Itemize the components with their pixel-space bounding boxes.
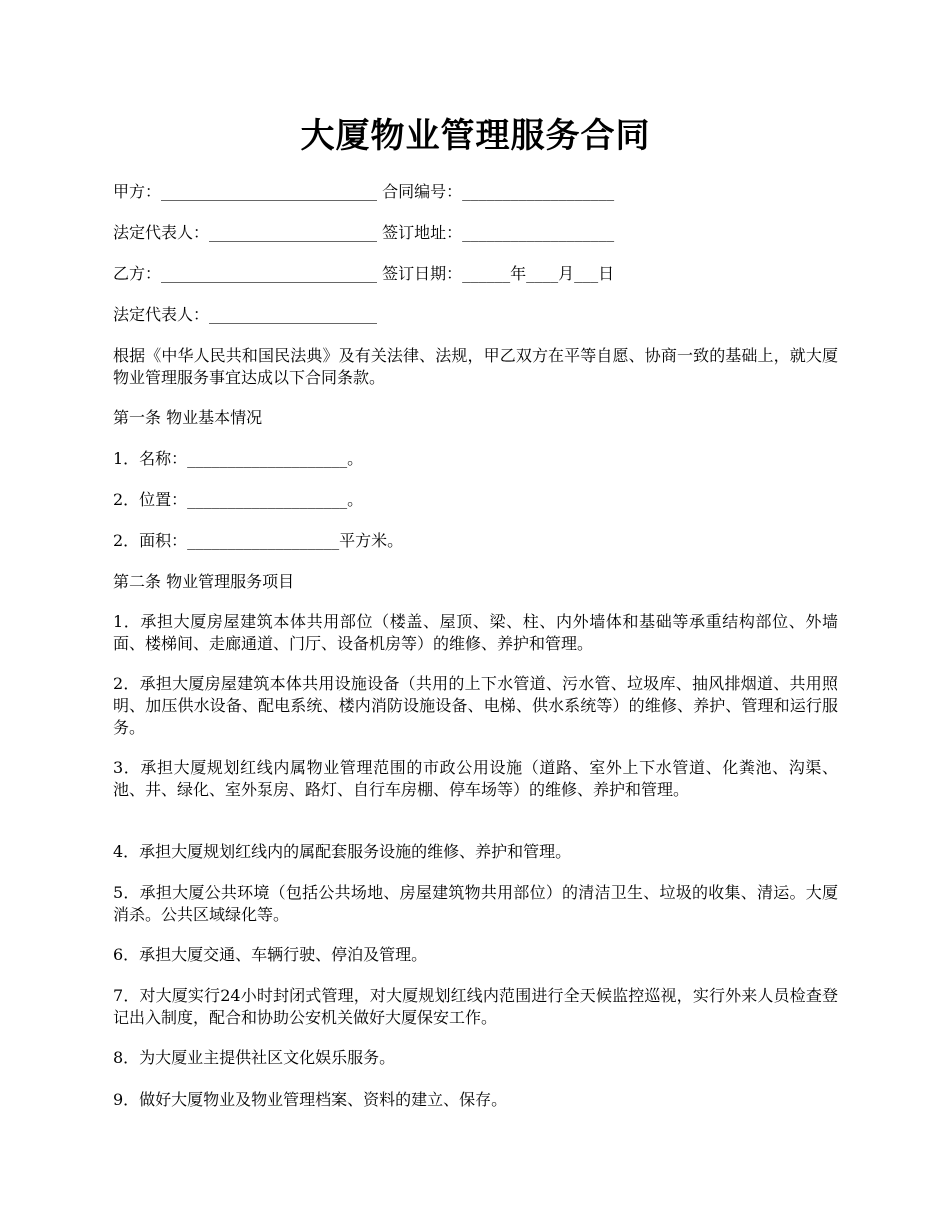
- article-2-item: 7．对大厦实行24小时封闭式管理，对大厦规划红线内范围进行全天候监控巡视，实行外来人员检查登记出入制度，配合和协助公安机关做好大厦保安工作。: [113, 986, 838, 1027]
- article-2-item: 6．承担大厦交通、车辆行驶、停泊及管理。: [113, 945, 428, 964]
- article-2-item: 2．承担大厦房屋建筑本体共用设施设备（共用的上下水管道、污水管、垃圾库、抽风排烟道、共用照明、加压供水设备、配电系统、楼内消防设施设备、电梯、供水系统等）的维修、养护、管理和运行服务。: [113, 674, 838, 737]
- article-2-item: 3．承担大厦规划红线内属物业管理范围的市政公用设施（道路、室外上下水管道、化粪池、沟渠、池、井、绿化、室外泵房、路灯、自行车房棚、停车场等）的维修、养护和管理。: [113, 758, 838, 799]
- article-1-item-name: 1．名称：____________________。: [113, 449, 364, 468]
- article-2-item: 5．承担大厦公共环境（包括公共场地、房屋建筑物共用部位）的清洁卫生、垃圾的收集、清运。大厦消杀。公共区域绿化等。: [113, 883, 838, 924]
- header-field-legal-rep-b: 法定代表人：_____________________: [113, 305, 378, 324]
- preamble-paragraph: 根据《中华人民共和国民法典》及有关法律、法规，甲乙双方在平等自愿、协商一致的基础上，就大厦物业管理服务事宜达成以下合同条款。: [113, 346, 838, 387]
- article-2-item: 9．做好大厦物业及物业管理档案、资料的建立、保存。: [113, 1090, 508, 1109]
- article-1-heading: 第一条 物业基本情况: [113, 408, 263, 427]
- article-1-item-area: 2．面积：___________________平方米。: [113, 531, 404, 550]
- article-2-item: 1．承担大厦房屋建筑本体共用部位（楼盖、屋顶、梁、柱、内外墙体和基础等承重结构部位、外墙面、楼梯间、走廊通道、门厅、设备机房等）的维修、养护和管理。: [113, 612, 838, 653]
- header-field-party-b: 乙方：___________________________ 签订日期：______年____月___日: [113, 264, 615, 283]
- article-2-item: 4．承担大厦规划红线内的属配套服务设施的维修、养护和管理。: [113, 842, 572, 861]
- article-2-heading: 第二条 物业管理服务项目: [113, 572, 295, 591]
- header-field-legal-rep-a: 法定代表人：_____________________ 签订地址：___________________: [113, 223, 615, 242]
- header-field-party-a: 甲方：___________________________ 合同编号：___________________: [113, 182, 615, 201]
- article-2-item: 8．为大厦业主提供社区文化娱乐服务。: [113, 1048, 396, 1067]
- contract-title: 大厦物业管理服务合同: [300, 116, 651, 156]
- article-1-item-location: 2．位置：____________________。: [113, 490, 364, 509]
